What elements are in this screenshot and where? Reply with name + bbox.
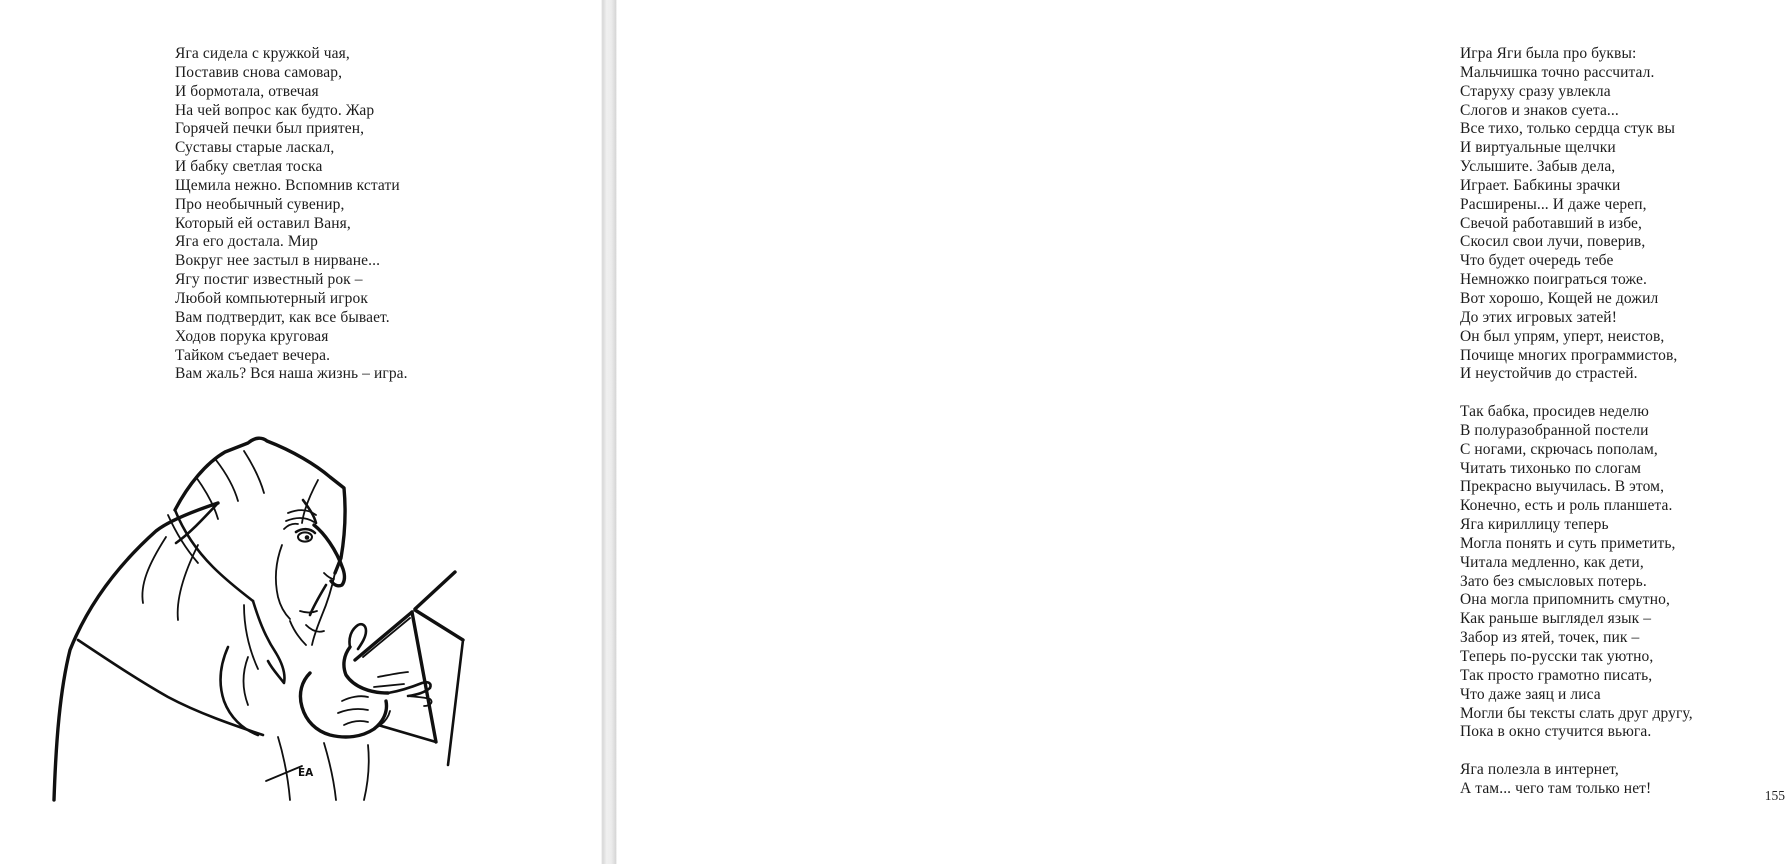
poem-line: С ногами, скрючась пополам,	[1460, 440, 1658, 458]
poem-line: Горячей печки был приятен,	[175, 120, 365, 138]
poem-line: Ходов порука круговая	[175, 327, 329, 345]
nostril	[324, 573, 334, 579]
headscarf	[168, 438, 345, 683]
poem-line: И бормотала, отвечая	[175, 82, 319, 100]
tablet-cover-edge	[448, 640, 463, 765]
page-number: 155	[1764, 788, 1785, 803]
stanza	[175, 45, 408, 384]
mouth	[300, 611, 317, 613]
poem-line: Игра Яги была про буквы:	[1460, 45, 1637, 62]
poem-line: А там... чего там только нет!	[1460, 779, 1652, 797]
poem-line: Зато без смысловых потерь.	[1460, 572, 1647, 590]
poem-line: Прекрасно выучилась. В этом,	[1460, 478, 1665, 496]
poem-line: Вот хорошо, Кощей не дожил	[1460, 289, 1659, 307]
poem-line: Вам подтвердит, как все бывает.	[175, 308, 390, 326]
poem-line: Как раньше выглядел язык –	[1460, 610, 1652, 628]
poem-line: Могли бы тексты слать друг другу,	[1460, 704, 1693, 722]
poem-line: Щемила нежно. Вспомнив кстати	[175, 176, 400, 194]
poem-line: Вам жаль? Вся наша жизнь – игра.	[175, 365, 408, 383]
poem-line: Так бабка, просидев неделю	[1460, 403, 1649, 421]
cloak-outline	[54, 503, 369, 800]
signature-text: ЕА	[298, 767, 314, 779]
poem-line: Тайком съедает вечера.	[175, 346, 331, 364]
poem-line: Который ей оставил Ваня,	[175, 214, 351, 232]
stanza	[1460, 45, 1693, 384]
poem-line: Вокруг нее застыл в нирване...	[175, 252, 381, 270]
poem-line: До этих игровых затей!	[1460, 308, 1617, 326]
poem-line: Свечой работавший в избе,	[1460, 214, 1642, 232]
page-right	[617, 0, 1785, 864]
thumb	[349, 624, 366, 649]
page-left	[0, 0, 601, 864]
poem-line: Ягу постиг известный рок –	[175, 271, 363, 289]
poem-line: И бабку светлая тоска	[175, 158, 323, 176]
stanza	[1460, 761, 1693, 799]
poem-left-column	[175, 45, 408, 384]
signature-line	[266, 766, 302, 781]
poem-line: В полуразобранной постели	[1460, 421, 1649, 439]
poem-line: Поставив снова самовар,	[175, 63, 343, 81]
poem-line: Забор из ятей, точек, пик –	[1460, 629, 1640, 647]
poem-line: Играет. Бабкины зрачки	[1460, 176, 1621, 194]
poem-line: Яга сидела с кружкой чая,	[175, 45, 350, 62]
artist-signature	[266, 766, 314, 781]
poem-line: Услышите. Забыв дела,	[1460, 158, 1616, 176]
hands	[221, 624, 432, 737]
tablet-screen-edge	[363, 618, 410, 657]
poem-line: На чей вопрос как будто. Жар	[175, 101, 375, 119]
poem-line: Яга его достала. Мир	[175, 233, 318, 251]
poem-line: Теперь по-русски так уютно,	[1460, 648, 1654, 665]
poem-line: Конечно, есть и роль планшета.	[1460, 497, 1673, 515]
poem-line: Так просто грамотно писать,	[1460, 666, 1653, 684]
poem-line: Немножко поиграться тоже.	[1460, 271, 1647, 289]
poem-line: Яга полезла в интернет,	[1460, 761, 1619, 779]
poem-line: Яга кириллицу теперь	[1460, 516, 1609, 534]
poem-line: Могла понять и суть приметить,	[1460, 534, 1676, 552]
poem-line: Что будет очередь тебе	[1460, 252, 1614, 270]
tablet	[355, 572, 463, 765]
page-gutter	[601, 0, 617, 864]
poem-line: Что даже заяц и лиса	[1460, 685, 1601, 703]
poem-line: Мальчишка точно рассчитал.	[1460, 63, 1655, 81]
poem-right-column	[1460, 45, 1693, 799]
lower-hand	[300, 673, 386, 737]
poem-line: Про необычный сувенир,	[175, 195, 345, 213]
poem-line: Слогов и знаков суета...	[1460, 101, 1619, 119]
cuff	[244, 657, 249, 705]
poem-line: Почище многих программистов,	[1460, 346, 1678, 364]
poem-line: Суставы старые ласкал,	[175, 139, 335, 157]
poem-line: И неустойчив до страстей.	[1460, 365, 1638, 383]
poem-line: Он был упрям, уперт, неистов,	[1460, 327, 1665, 345]
poem-line: Читать тихонько по слогам	[1460, 459, 1642, 477]
jaw-line	[312, 573, 335, 645]
tablet-cover-top	[415, 572, 455, 609]
poem-line: Читала медленно, как дети,	[1460, 553, 1644, 571]
eye-pupil	[305, 535, 310, 540]
poem-line: Пока в окно стучится вьюга.	[1460, 723, 1652, 741]
stanza	[1460, 403, 1693, 742]
baba-yaga-tablet-illustration	[48, 425, 463, 800]
poem-line: Старуху сразу увлекла	[1460, 82, 1611, 100]
cheek-line	[276, 545, 290, 619]
chin	[306, 625, 324, 632]
poem-line: Расширены... И даже череп,	[1460, 195, 1647, 213]
poem-line: Все тихо, только сердца стук вы	[1460, 120, 1676, 138]
poem-line: И виртуальные щелчки	[1460, 139, 1616, 157]
poem-line: Она могла припомнить смутно,	[1460, 591, 1670, 609]
poem-line: Скосил свои лучи, поверив,	[1460, 233, 1646, 251]
poem-line: Любой компьютерный игрок	[175, 289, 369, 307]
